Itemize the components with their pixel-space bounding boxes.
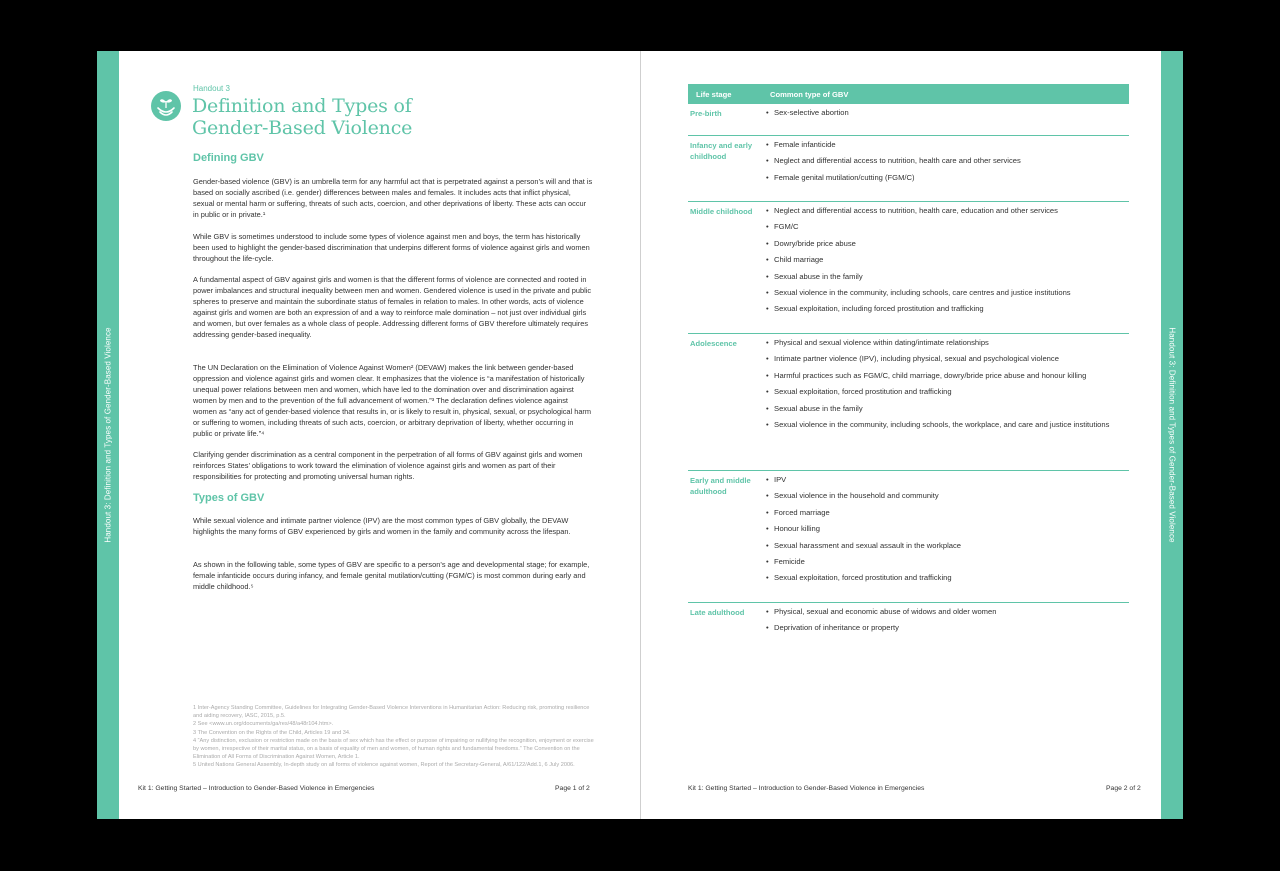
section-heading-types-of-gbv: Types of GBV — [193, 492, 265, 504]
list-item: • Neglect and differential access to nutrition, health care, education and other services — [766, 206, 1114, 217]
paragraph: While sexual violence and intimate partner violence (IPV) are the most common types of GBV globally, the DEVAW highlights the many forms of GBV experienced by girls and women in the family and community across the lifespan. — [193, 516, 571, 536]
list-item: • Female genital mutilation/cutting (FGM/C) — [766, 173, 1114, 184]
footnote: 3 The Convention on the Rights of the Child, Articles 19 and 34. — [193, 729, 351, 736]
table-row — [688, 334, 1129, 471]
list-item: • Sexual violence in the community, including schools, care centres and justice institutions — [766, 288, 1114, 299]
page-title-line-2: Gender-Based Violence — [192, 117, 413, 139]
handout-label: Handout 3 — [193, 84, 230, 93]
list-item: • Physical, sexual and economic abuse of widows and older women — [766, 607, 1114, 618]
table-row — [688, 136, 1129, 202]
paragraph: The UN Declaration on the Elimination of Violence Against Women² (DEVAW) makes the link between gender-based oppression and violence against girls and women clear. It emphasizes that the violence is “a manifestation of historically unequal power relations between men and women, which have led to the domination over and discrimination against women by men and to the prevention of the full advancement of women.”³ The declaration defines violence against women as “any act of gender-based violence that results in, or is likely to result in, physical, sexual, or psychological harm or suffering to women, including threats of such acts, coercion, or arbitrary deprivation of liberty, whether occurring in public or private life.”⁴ — [193, 363, 592, 438]
list-item: • Physical and sexual violence within dating/intimate relationships — [766, 338, 1114, 349]
hands-sprout-icon — [151, 91, 181, 121]
table-row — [688, 603, 1129, 643]
paragraph: As shown in the following table, some types of GBV are specific to a person’s age and developmental stage; for example, female infanticide occurs during infancy, and female genital mutilation/cutting (FGM/C) is most common during early and middle childhood.⁵ — [193, 560, 590, 591]
table-header — [688, 84, 1129, 104]
list-item: • Sexual abuse in the family — [766, 404, 1114, 415]
life-stage-label: Infancy and early childhood — [690, 141, 753, 161]
page-fold-divider — [640, 51, 641, 819]
list-item: • Intimate partner violence (IPV), including physical, sexual and psychological violence — [766, 354, 1114, 365]
list-item: • Sexual violence in the community, including schools, the workplace, and care and justice institutions — [766, 420, 1114, 431]
table-row — [688, 104, 1129, 136]
paragraph: Gender-based violence (GBV) is an umbrella term for any harmful act that is perpetrated against a person’s will and that is based on socially ascribed (i.e. gender) differences between males and females. It includes acts that inflict physical, sexual or mental harm or suffering, threats of such acts, coercion, and other deprivations of liberty. These acts can occur in public or in private.¹ — [193, 177, 593, 219]
list-item: • Sexual abuse in the family — [766, 272, 1114, 283]
list-item: • Female infanticide — [766, 140, 1114, 151]
footnote: 5 United Nations General Assembly, In-depth study on all forms of violence against women, Report of the Secretary-General, A/61/122/Add.1, 6 July 2006. — [193, 762, 575, 769]
header-life-stage: Life stage — [696, 90, 732, 99]
list-item: • Sexual harassment and sexual assault in the workplace — [766, 541, 1114, 552]
life-stage-label: Late adulthood — [690, 608, 745, 617]
gbv-life-stage-table — [688, 84, 1129, 643]
left-footer-page-number: Page 1 of 2 — [555, 785, 590, 792]
paragraph: A fundamental aspect of GBV against girls and women is that the different forms of violence are connected and rooted in power imbalances and structural inequality between men and women. Gendered violence is used in the private and public spheres to preserve and maintain the subordinate status of females in relation to males. In other words, acts of violence against girls and women are both an expression of and a way to reinforce male domination – not just over individual girls and women, but over females as a whole class of people. Addressing different forms of GBV therefore ultimately requires addressing gender-based inequality. — [193, 275, 592, 339]
gbv-type-list — [688, 202, 1129, 315]
paragraph: While GBV is sometimes understood to include some types of violence against men and boys, the term has historically been used to highlight the gender-based discrimination that underpins different forms of violence against girls and women throughout the life-cycle. — [193, 232, 590, 263]
document-spread — [97, 51, 1183, 819]
life-stage-label: Adolescence — [690, 339, 737, 348]
list-item: • IPV — [766, 475, 1114, 486]
right-side-label: Handout 3: Definition and Types of Gender-Based Violence — [1167, 327, 1177, 543]
left-side-label: Handout 3: Definition and Types of Gender-Based Violence — [103, 327, 113, 543]
left-side-band — [97, 51, 119, 819]
footnote: 1 Inter-Agency Standing Committee, Guidelines for Integrating Gender-Based Violence Interventions in Humanitarian Action: Reducing risk, promoting resilience and aiding recovery, IASC, 2015, p.5. — [193, 705, 590, 720]
list-item: • Sexual exploitation, forced prostitution and trafficking — [766, 573, 1114, 584]
table-row — [688, 471, 1129, 603]
footnote: 2 See <www.un.org/documents/ga/res/48/a48r104.htm>. — [193, 721, 334, 728]
list-item: • Neglect and differential access to nutrition, health care and other services — [766, 156, 1114, 167]
page-title — [192, 95, 412, 139]
list-item: • Child marriage — [766, 255, 1114, 266]
right-footer-page-number: Page 2 of 2 — [1106, 785, 1141, 792]
life-stage-label: Pre-birth — [690, 109, 722, 118]
table-row — [688, 202, 1129, 334]
list-item: • Sexual exploitation, forced prostitution and trafficking — [766, 387, 1114, 398]
left-footer-title: Kit 1: Getting Started – Introduction to Gender-Based Violence in Emergencies — [138, 785, 375, 792]
right-side-band — [1161, 51, 1183, 819]
life-stage-label: Early and middle adulthood — [690, 476, 751, 496]
list-item: • Femicide — [766, 557, 1114, 568]
list-item: • Deprivation of inheritance or property — [766, 623, 1114, 634]
footnote: 4 “Any distinction, exclusion or restriction made on the basis of sex which has the effect or purpose of impairing or nullifying the recognition, enjoyment or exercise by women, irrespective of their marital status, on a basis of equality of men and women, of human rights and fundamental freedoms.” The Convention on the Elimination of All Forms of Discrimination Against Women, Article 1. — [193, 737, 594, 761]
footnotes — [193, 704, 595, 770]
list-item: • Sexual violence in the household and community — [766, 491, 1114, 502]
paragraph: Clarifying gender discrimination as a central component in the perpetration of all forms of GBV against girls and women reinforces States’ obligations to work toward the elimination of violence against girls and women as part of their responsibilities for protecting and promoting universal human rights. — [193, 450, 583, 481]
section-heading-defining-gbv: Defining GBV — [193, 152, 264, 164]
list-item: • Harmful practices such as FGM/C, child marriage, dowry/bride price abuse and honour killing — [766, 371, 1114, 382]
right-footer-title: Kit 1: Getting Started – Introduction to Gender-Based Violence in Emergencies — [688, 785, 925, 792]
list-item: • Sex-selective abortion — [766, 108, 1114, 119]
list-item: • Honour killing — [766, 524, 1114, 535]
list-item: • Dowry/bride price abuse — [766, 239, 1114, 250]
list-item: • FGM/C — [766, 222, 1114, 233]
page-title-line-1: Definition and Types of — [192, 95, 412, 117]
header-common-type: Common type of GBV — [770, 90, 849, 99]
life-stage-label: Middle childhood — [690, 207, 753, 216]
list-item: • Forced marriage — [766, 508, 1114, 519]
list-item: • Sexual exploitation, including forced prostitution and trafficking — [766, 304, 1114, 315]
